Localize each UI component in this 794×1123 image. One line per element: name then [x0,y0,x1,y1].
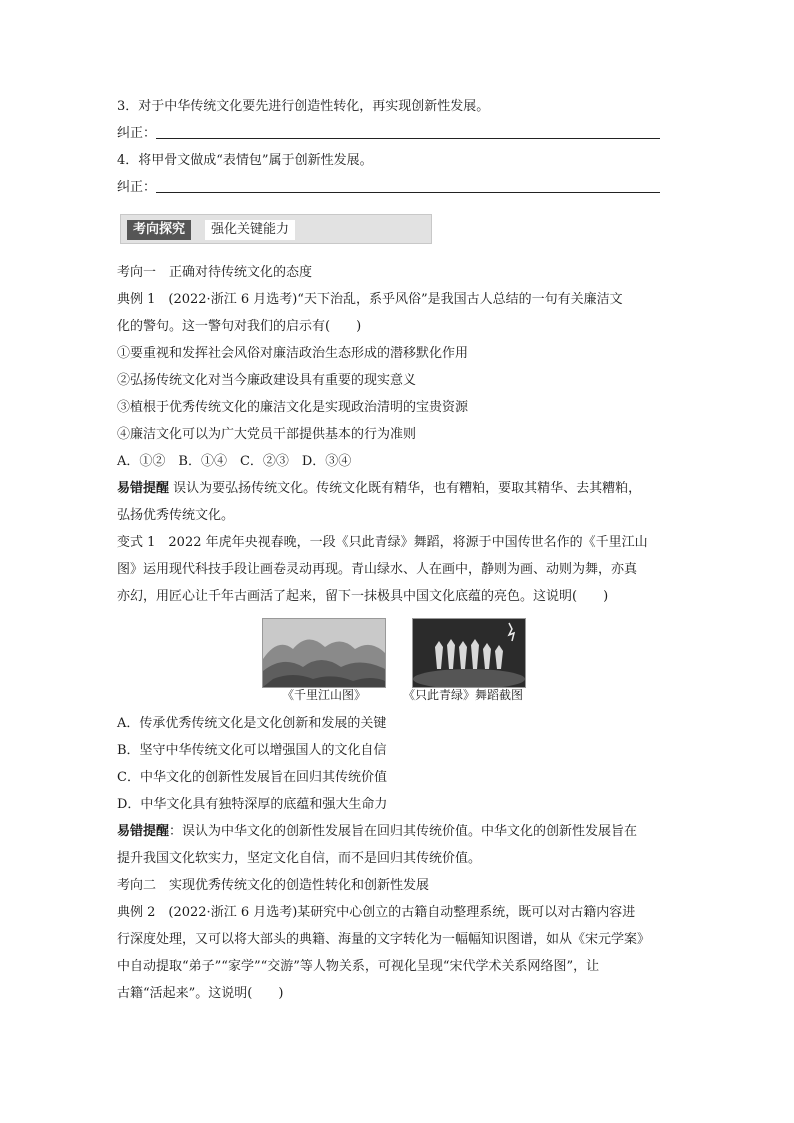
option-b: B．坚守中华传统文化可以增强国人的文化自信 [117,743,387,758]
figure-1-caption: 《千里江山图》 [282,688,367,702]
statement-4: ④廉洁文化可以为广大党员干部提供基本的行为准则 [117,427,417,442]
dance-screenshot-image [412,618,526,688]
example-2-line: 行深度处理，又可以将大部头的典籍、海量的文字转化为一幅幅知识图谱，如从《宋元学案》 [117,932,651,947]
statement-1: ①要重视和发挥社会风俗对廉洁政治生态形成的潜移默化作用 [117,346,469,361]
section-1-title: 考向一 正确对待传统文化的态度 [117,265,313,280]
tip-label: 易错提醒 [117,824,170,839]
correction-label: 纠正： [117,126,157,141]
landscape-painting-image [262,618,386,688]
option-c: C．中华文化的创新性发展旨在回归其传统价值 [117,770,387,785]
answer-choices: A．①② B．①④ C．②③ D．③④ [117,454,352,469]
error-tip-2 [117,823,683,841]
correction-line-4 [117,179,683,197]
tip-label: 易错提醒 [117,481,170,496]
variant-1-line: 变式 1 2022 年虎年央视春晚，一段《只此青绿》舞蹈，将源于中国传世名作的《千里江山 [117,535,648,550]
tip-text: 误认为要弘扬传统文化。传统文化既有精华，也有糟粕，要取其精华、去其糟粕， [169,481,642,496]
dance-drawing [413,619,525,687]
banner-subtitle: 强化关键能力 [205,220,295,240]
figure-2-caption: 《只此青绿》舞蹈截图 [403,688,524,702]
section-2-title: 考向二 实现优秀传统文化的创造性转化和创新性发展 [117,878,430,893]
banner-tag: 考向探究 [127,220,191,240]
question-3: 3．对于中华传统文化要先进行创造性转化，再实现创新性发展。 [117,99,490,114]
example-2-line: 典例 2 (2022·浙江 6 月选考)某研究中心创立的古籍自动整理系统，既可以对古籍内容进 [117,905,636,920]
example-2-line: 中自动提取“弟子”“家学”“交游”等人物关系，可视化呈现“宋代学术关系网络图”，让 [117,959,600,974]
correction-label: 纠正： [117,180,157,195]
variant-1-line: 图》运用现代科技手段让画卷灵动再现。青山绿水、人在画中，静则为画、动则为舞，亦真 [117,562,638,577]
landscape-drawing [263,619,385,687]
example-2-line: 古籍“活起来”。这说明( ) [117,986,284,1001]
tip-text: ：误认为中华文化的创新性发展旨在回归其传统价值。中华文化的创新性发展旨在 [169,824,638,839]
answer-blank[interactable] [156,126,660,139]
option-a: A．传承优秀传统文化是文化创新和发展的关键 [117,716,387,731]
error-tip-1-cont: 弘扬优秀传统文化。 [117,508,235,523]
option-d: D．中华文化具有独特深厚的底蕴和强大生命力 [117,797,388,812]
correction-line-3 [117,125,683,143]
section-banner [120,214,432,244]
error-tip-2-cont: 提升我国文化软实力，坚定文化自信，而不是回归其传统价值。 [117,851,482,866]
example-1-line: 典例 1 (2022·浙江 6 月选考)“天下治乱，系乎风俗”是我国古人总结的一句有关廉洁文 [117,292,623,307]
example-1-line: 化的警句。这一警句对我们的启示有( ) [117,319,362,334]
error-tip-1 [117,480,683,498]
variant-1-line: 亦幻，用匠心让千年古画活了起来，留下一抹极具中国文化底蕴的亮色。这说明( ) [117,589,609,604]
question-4: 4．将甲骨文做成“表情包”属于创新性发展。 [117,153,373,168]
statement-2: ②弘扬传统文化对当今廉政建设具有重要的现实意义 [117,373,417,388]
statement-3: ③植根于优秀传统文化的廉洁文化是实现政治清明的宝贵资源 [117,400,469,415]
answer-blank[interactable] [156,180,660,193]
